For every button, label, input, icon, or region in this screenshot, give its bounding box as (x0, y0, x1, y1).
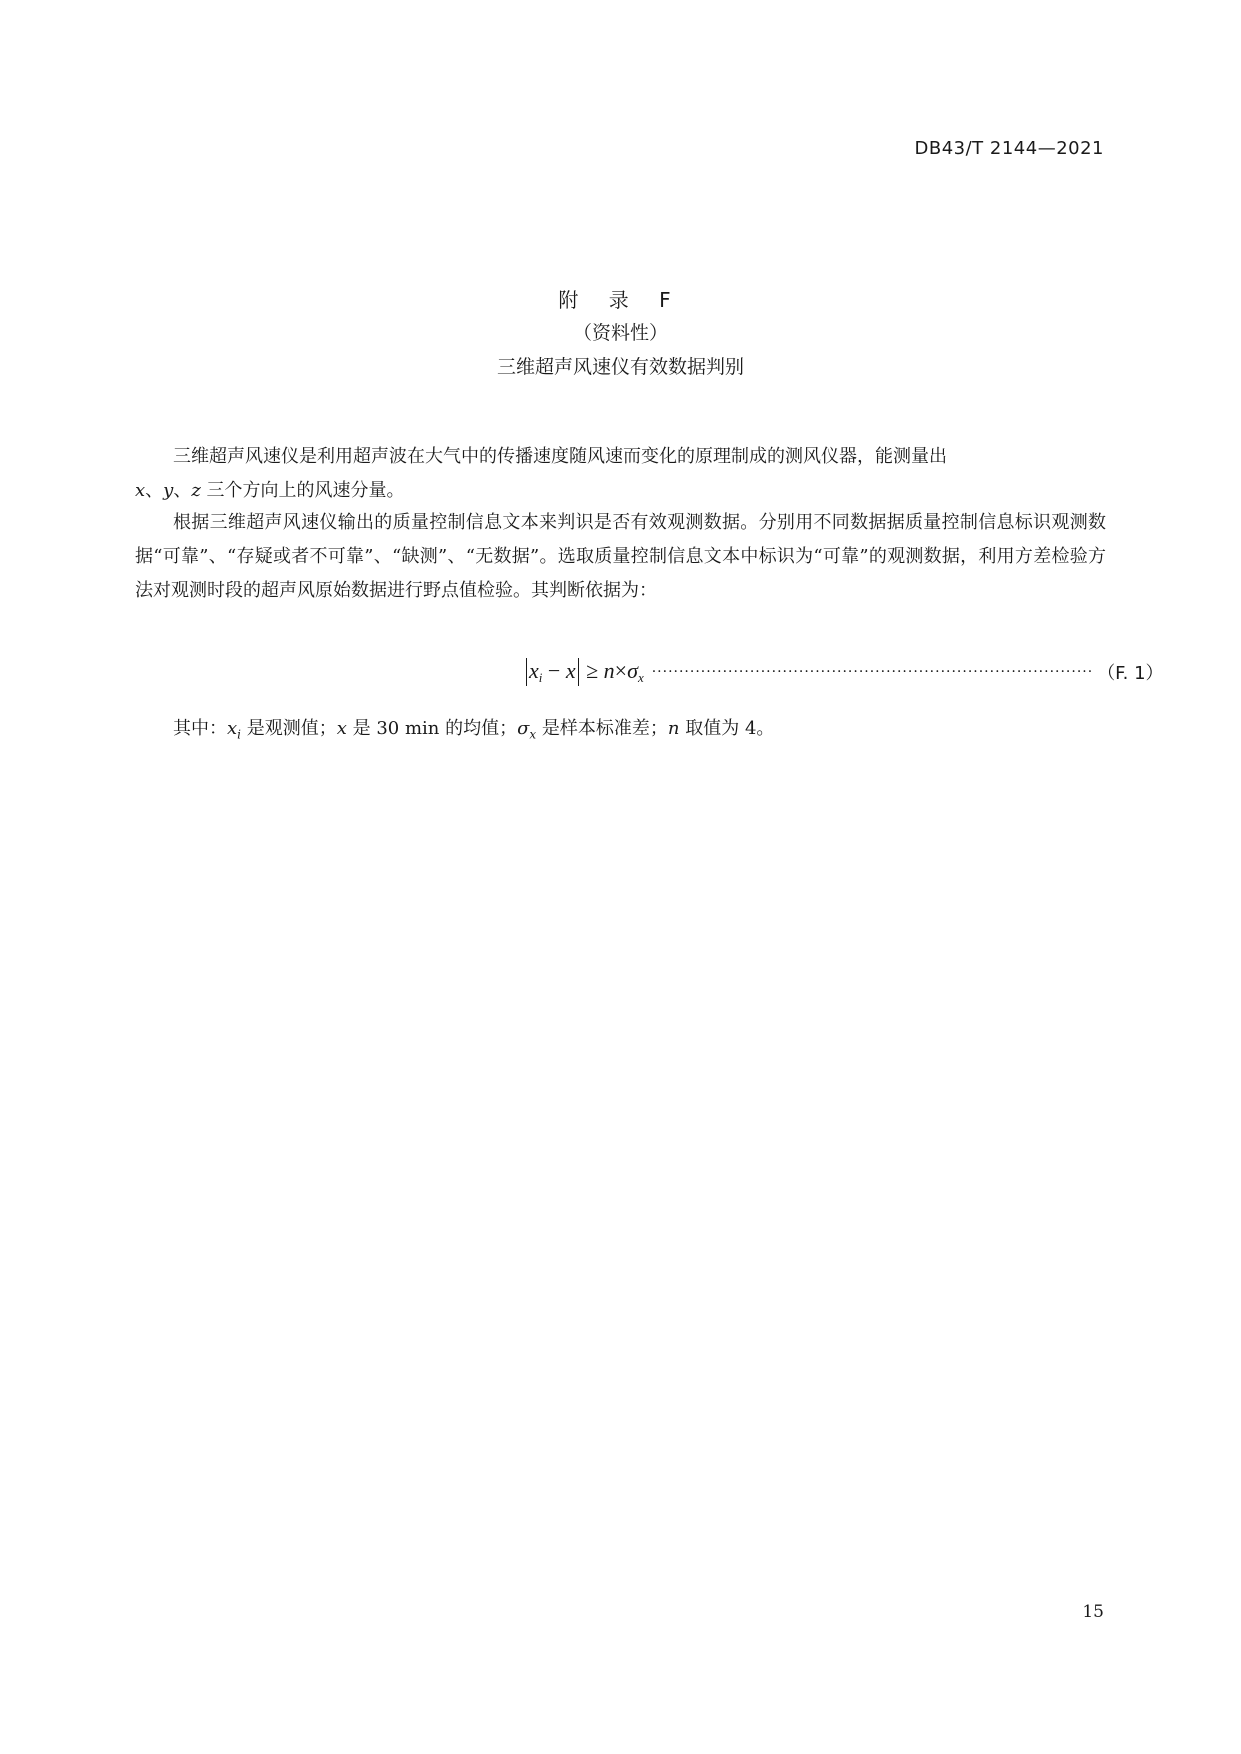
var-y: y (163, 480, 174, 501)
abs-bar-left (526, 658, 527, 686)
abs-bar-right (578, 658, 579, 686)
page-number: 15 (1082, 1602, 1104, 1622)
appendix-title: 附 录 F (558, 288, 683, 312)
where-xi-desc: 是观测值； (241, 718, 337, 739)
formula-sub-x: x (637, 669, 644, 685)
formula-expression (524, 658, 644, 687)
formula-minus: − (542, 657, 566, 683)
formula-n: n (603, 657, 615, 683)
paragraph-1-line-1: 三维超声风速仪是利用超声波在大气中的传播速度随风速而变化的原理制成的测风仪器，能测量出 (173, 446, 947, 467)
where-xi-var: x (227, 718, 238, 739)
separator-1: 、 (145, 480, 164, 501)
paragraph-2: 根据三维超声风速仪输出的质量控制信息文本来判识是否有效观测数据。分别用不同数据据质量控制信息标识观测数据“可靠”、“存疑或者不可靠”、“缺测”、“无数据”。选取质量控制信息文本中标识为“可靠”的观测数据，利用方差检验方法对观测时段的超声风原始数据进行野点值检验。其判断依据为： (135, 512, 1106, 601)
where-sigma-var: σ (517, 718, 530, 739)
equation-number: （F. 1） (1097, 663, 1164, 684)
formula-x-mean: x (565, 657, 576, 683)
where-x-var: x (336, 718, 347, 739)
separator-2: 、 (173, 480, 192, 501)
paragraph-1-line-2 (135, 474, 1106, 508)
where-sigma-sub: x (529, 727, 537, 742)
var-x: x (135, 480, 146, 501)
formula-leader-dots: ················································································· (651, 664, 1094, 680)
where-n-var: n (667, 718, 680, 739)
appendix-nature: （资料性） (572, 322, 668, 344)
appendix-subject: 三维超声风速仪有效数据判别 (496, 356, 744, 378)
where-x-desc: 是 30 min 的均值； (346, 718, 518, 739)
formula-x: x (529, 657, 539, 683)
formula-f1 (524, 654, 1164, 690)
where-xi-sub: i (237, 727, 241, 742)
standard-code: DB43/T 2144—2021 (914, 138, 1104, 159)
formula-geq: ≥ (580, 657, 604, 683)
var-z: z (191, 480, 201, 501)
variable-definitions (173, 712, 1106, 752)
formula-times: × (614, 657, 628, 683)
where-sigma-desc: 是样本标准差； (536, 718, 668, 739)
formula-sub-i: i (538, 669, 543, 685)
paragraph-1 (135, 440, 1106, 508)
where-prefix: 其中： (173, 718, 227, 739)
paragraph-1-tail: 三个方向上的风速分量。 (200, 480, 405, 501)
where-n-desc: 取值为 4。 (679, 718, 775, 739)
formula-sigma: σ (627, 657, 638, 683)
